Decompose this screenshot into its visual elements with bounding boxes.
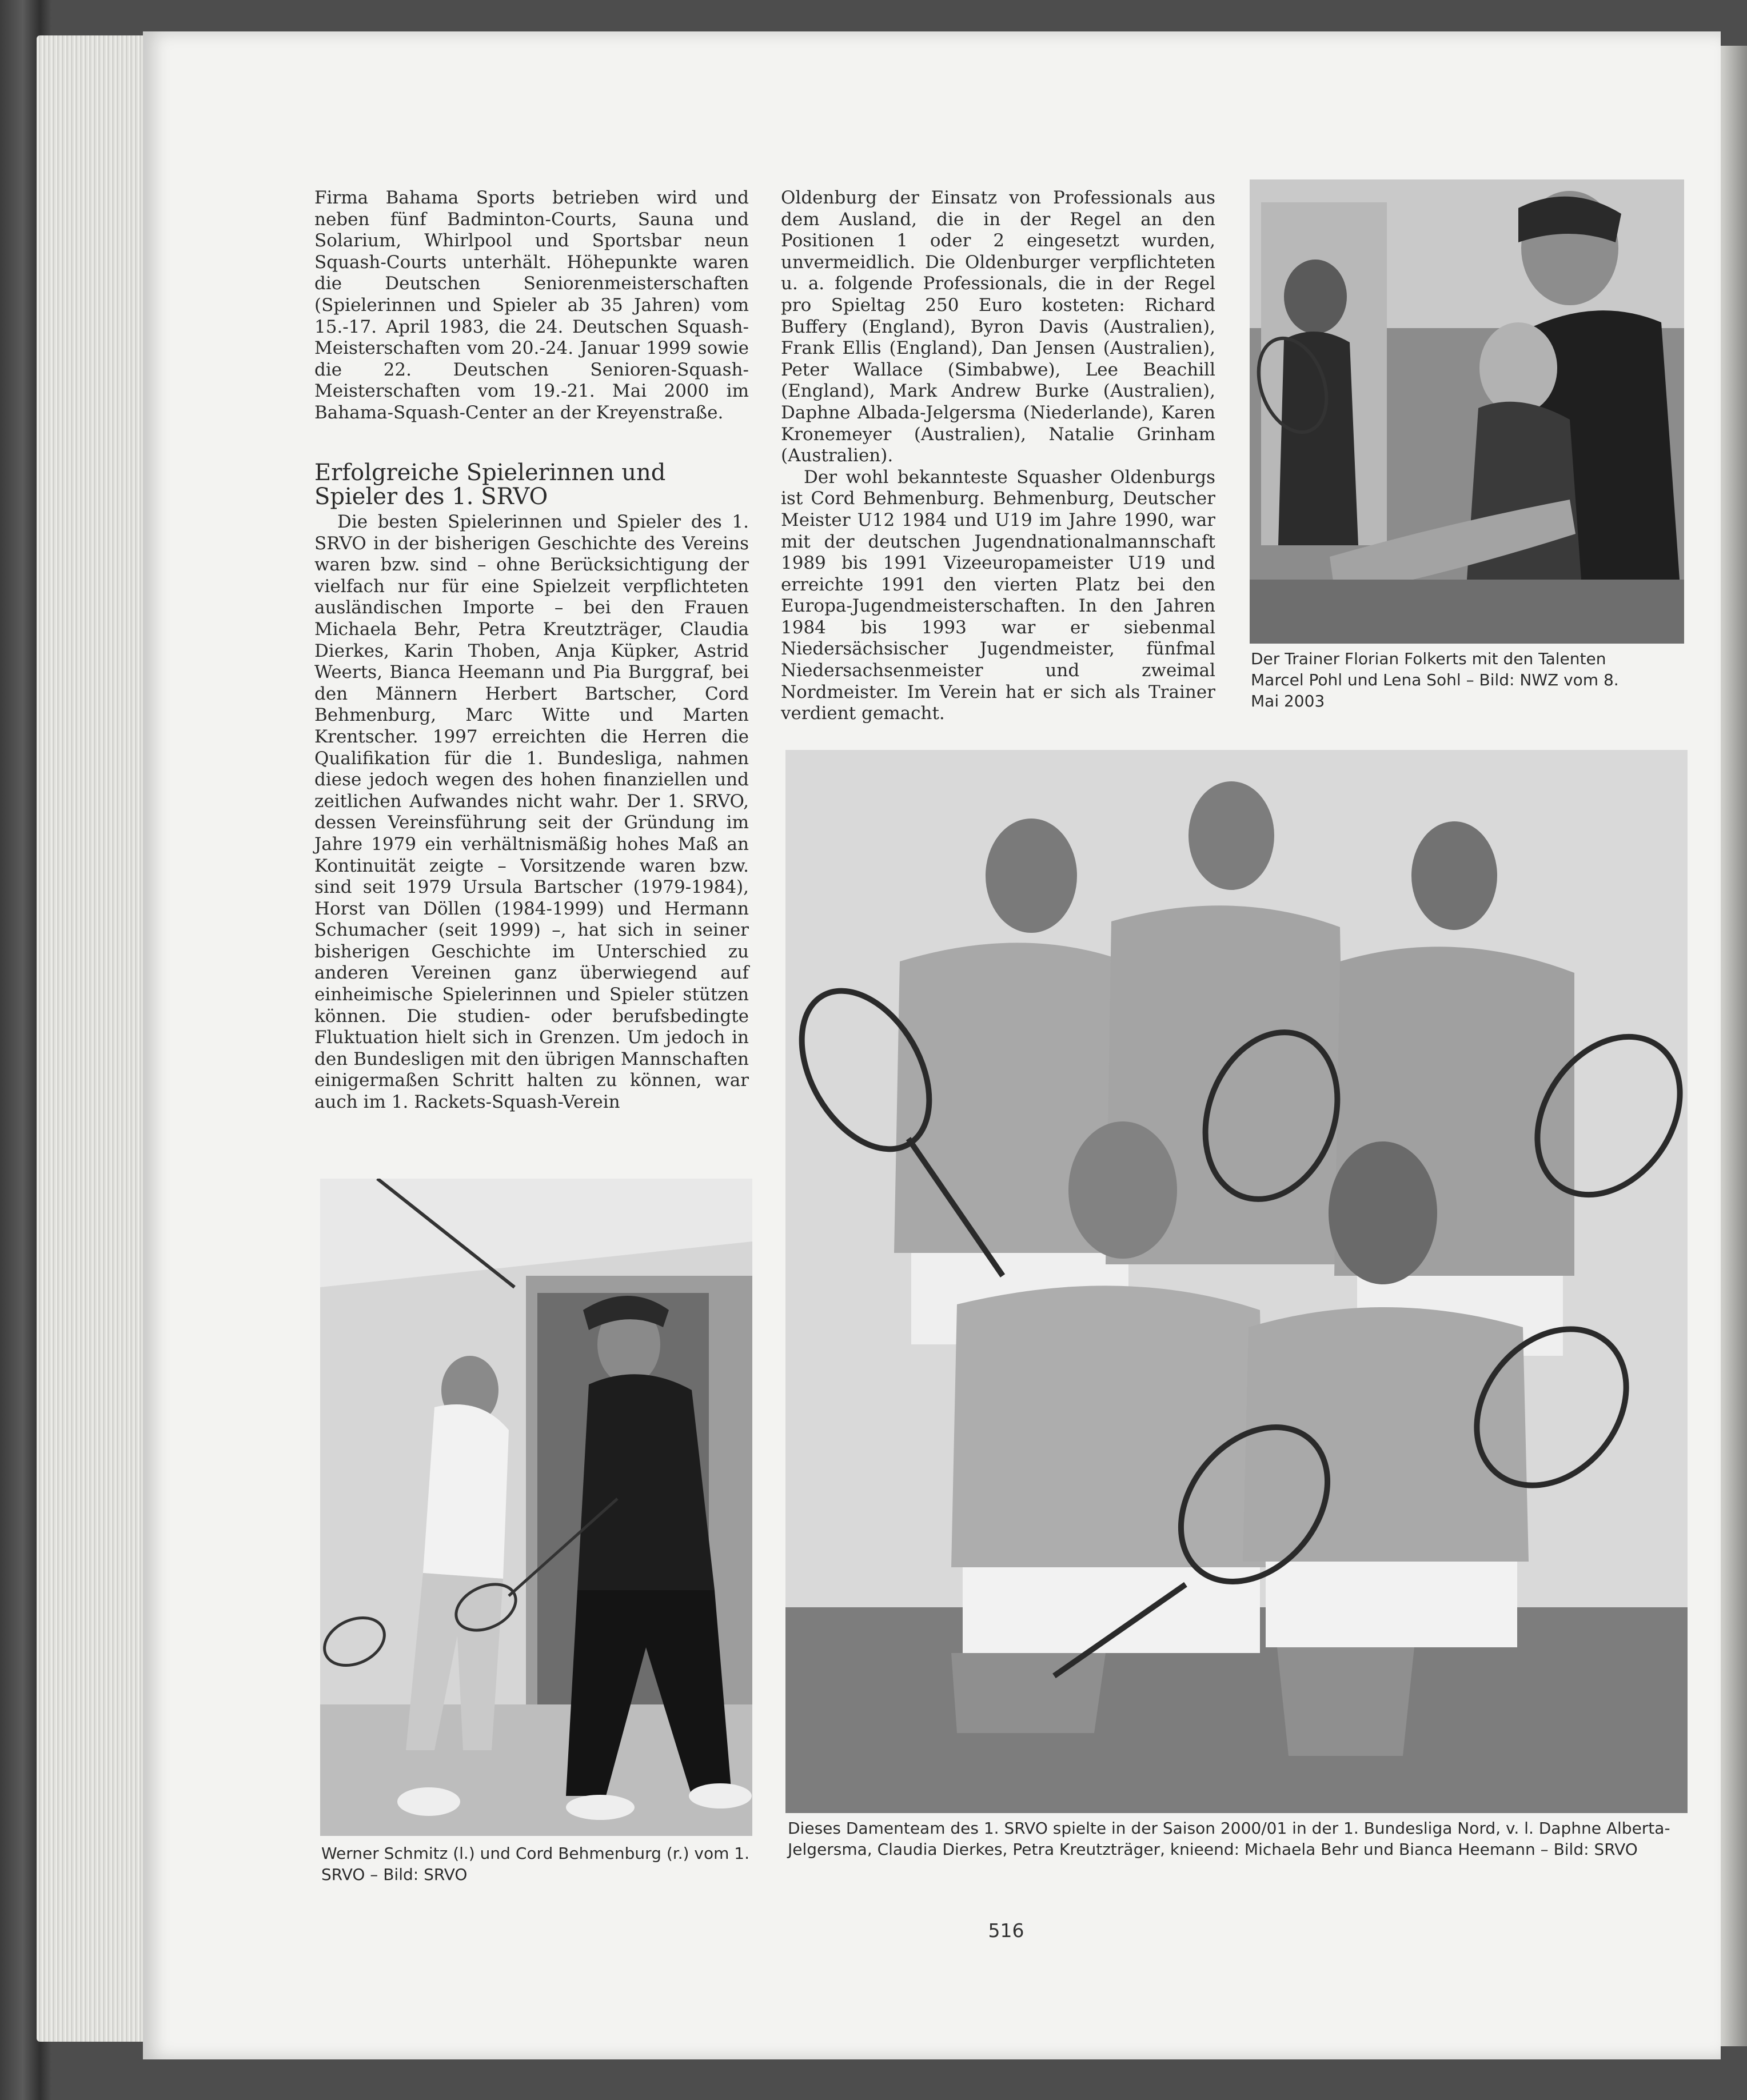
column2-text xyxy=(781,187,1215,725)
trainer-photo xyxy=(1250,179,1684,644)
court-players-photo xyxy=(320,1179,752,1836)
section-heading: Erfolgreiche Spielerinnen und Spieler des 1. SRVO xyxy=(314,460,666,510)
court-players-caption: Werner Schmitz (l.) und Cord Behmenburg (r.) vom 1. SRVO – Bild: SRVO xyxy=(321,1844,750,1884)
column1-body-text xyxy=(314,512,749,1113)
trainer-caption: Der Trainer Florian Folkerts mit den Talenten Marcel Pohl und Lena Sohl – Bild: NWZ vom 8. Mai 2003 xyxy=(1251,649,1619,710)
team-caption: Dieses Damenteam des 1. SRVO spielte in der Saison 2000/01 in der 1. Bundesliga Nord, v. l. Daphne Alberta-Jelgersma, Claudia Dierkes, Petra Kreutzträger, knieend: Michaela Behr und Bianca Heemann – Bild: SRVO xyxy=(788,1819,1670,1859)
team-photo xyxy=(785,750,1688,1813)
page-number: 516 xyxy=(988,1919,1024,1942)
column1-top-paragraph: Firma Bahama Sports betrieben wird und neben fünf Badminton-Courts, Sauna und Solarium, Whirlpool und Sportsbar neun Squash-Courts unterhält. Höhepunkte waren die Deutschen Seniorenmeisterschaften (Spielerinnen und Spieler ab 35 Jahren) vom 15.-17. April 1983, die 24. Deutschen Squash-Meisterschaften vom 20.-24. Januar 1999 sowie die 22. Deutschen Senioren-Squash-Meisterschaften vom 19.-21. Mai 2000 im Bahama-Squash-Center an der Kreyenstraße. xyxy=(314,187,749,423)
column1-body-paragraph: Die besten Spielerinnen und Spieler des 1. SRVO in der bisherigen Geschichte des Vereins waren bzw. sind – ohne Berücksichtigung der vielfach nur für eine Spielzeit verpflichteten ausländischen Importe – bei den Frauen Michaela Behr, Petra Kreutzträger, Claudia Dierkes, Karin Thoben, Anja Küpker, Astrid Weerts, Bianca Heemann und Pia Burggraf, bei den Männern Herbert Bartscher, Cord Behmenburg, Marc Witte und Marten Krentscher. 1997 erreichten die Herren die Qualifikation für die 1. Bundesliga, nahmen diese jedoch wegen des hohen finanziellen und zeitlichen Aufwandes nicht wahr. Der 1. SRVO, dessen Vereinsführung seit der Gründung im Jahre 1979 ein verhältnismäßig hohes Maß an Kontinuität zeigte – Vorsitzende waren bzw. sind seit 1979 Ursula Bartscher (1979-1984), Horst van Döllen (1984-1999) und Hermann Schumacher (seit 1999) –, hat sich in seiner bisherigen Geschichte im Unterschied zu anderen Vereinen ganz überwiegend auf einheimische Spielerinnen und Spieler stützen können. Die studien- oder berufsbedingte Fluktuation hielt sich in Grenzen. Um jedoch in den Bundesligen mit den übrigen Mannschaften einigermaßen Schritt halten zu können, war auch im 1. Rackets-Squash-Verein xyxy=(314,512,749,1113)
column2-paragraph-2: Der wohl bekannteste Squasher Oldenburgs ist Cord Behmenburg. Behmenburg, Deutscher Meister U12 1984 und U19 im Jahre 1990, war mit der deutschen Jugendnationalmannschaft 1989 bis 1991 Vizeeuropameister U19 und erreichte 1991 den vierten Platz bei den Europa-Jugendmeisterschaften. In den Jahren 1984 bis 1993 war er siebenmal Niedersächsischer Jugendmeister, fünfmal Niedersachsenmeister und zweimal Nordmeister. Im Verein hat er sich als Trainer verdient gemacht. xyxy=(781,466,1215,724)
column2-paragraph-1: Oldenburg der Einsatz von Professionals aus dem Ausland, die in der Regel an den Positionen 1 oder 2 eingesetzt wurden, unvermeidlich. Die Oldenburger verpflichteten u. a. folgende Professionals, die in der Regel pro Spieltag 250 Euro kosteten: Richard Buffery (England), Byron Davis (Australien), Frank Ellis (England), Dan Jensen (Australien), Peter Wallace (Simbabwe), Lee Beachill (England), Mark Andrew Burke (Australien), Daphne Albada-Jelgersma (Niederlande), Karen Kronemeyer (Australien), Natalie Grinham (Australien). xyxy=(781,187,1215,466)
column1-top-text xyxy=(314,187,749,424)
